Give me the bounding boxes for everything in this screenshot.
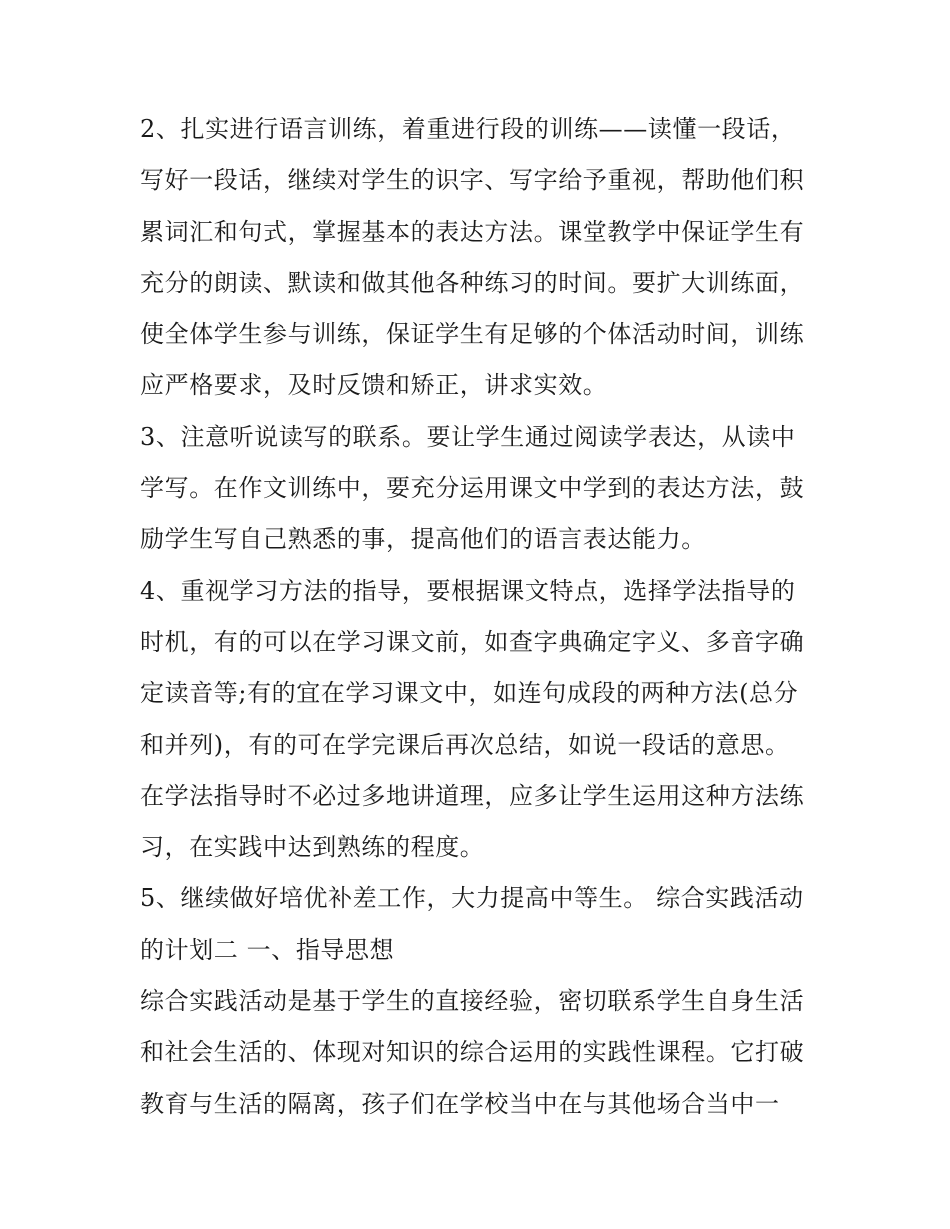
text-line: 2、扎实进行语言训练，着重进行段的训练——读懂一段话， [140, 115, 796, 143]
text-line: 4、重视学习方法的指导，要根据课文特点，选择学法指导的 [140, 576, 796, 605]
text-line: 3、注意听说读写的联系。要让学生通过阅读学表达，从读中 [140, 422, 796, 451]
text-line: 综合实践活动是基于学生的直接经验，密切联系学生自身生活 [140, 987, 805, 1016]
text-line: 使全体学生参与训练，保证学生有足够的个体活动时间，训练 [140, 320, 805, 349]
text-line: 的计划二 一、指导思想 [140, 935, 395, 964]
text-line: 教育与生活的隔离，孩子们在学校当中在与其他场合当中一 [140, 1089, 780, 1118]
text-line: 习，在实践中达到熟练的程度。 [140, 833, 485, 862]
text-line: 写好一段话，继续对学生的识字、写字给予重视，帮助他们积 [140, 166, 805, 195]
text-line: 励学生写自己熟悉的事，提高他们的语言表达能力。 [140, 525, 706, 554]
text-line: 在学法指导时不必过多地讲道理，应多让学生运用这种方法练 [140, 781, 805, 810]
text-line: 学写。在作文训练中，要充分运用课文中学到的表达方法，鼓 [140, 474, 805, 503]
text-line: 充分的朗读、默读和做其他各种练习的时间。要扩大训练面， [140, 268, 805, 297]
text-line: 和并列)，有的可在学完课后再次总结，如说一段话的意思。 [140, 730, 790, 759]
text-line: 定读音等;有的宜在学习课文中，如连句成段的两种方法(总分 [140, 679, 799, 708]
text-line: 5、继续做好培优补差工作，大力提高中等生。 综合实践活动 [140, 884, 804, 913]
text-line: 应严格要求，及时反馈和矫正，讲求实效。 [140, 371, 608, 400]
text-line: 时机，有的可以在学习课文前，如查字典确定字义、多音字确 [140, 627, 805, 656]
document-body [140, 104, 820, 1130]
text-line: 累词汇和句式，掌握基本的表达方法。课堂教学中保证学生有 [140, 217, 805, 246]
text-line: 和社会生活的、体现对知识的综合运用的实践性课程。它打破 [140, 1038, 805, 1067]
